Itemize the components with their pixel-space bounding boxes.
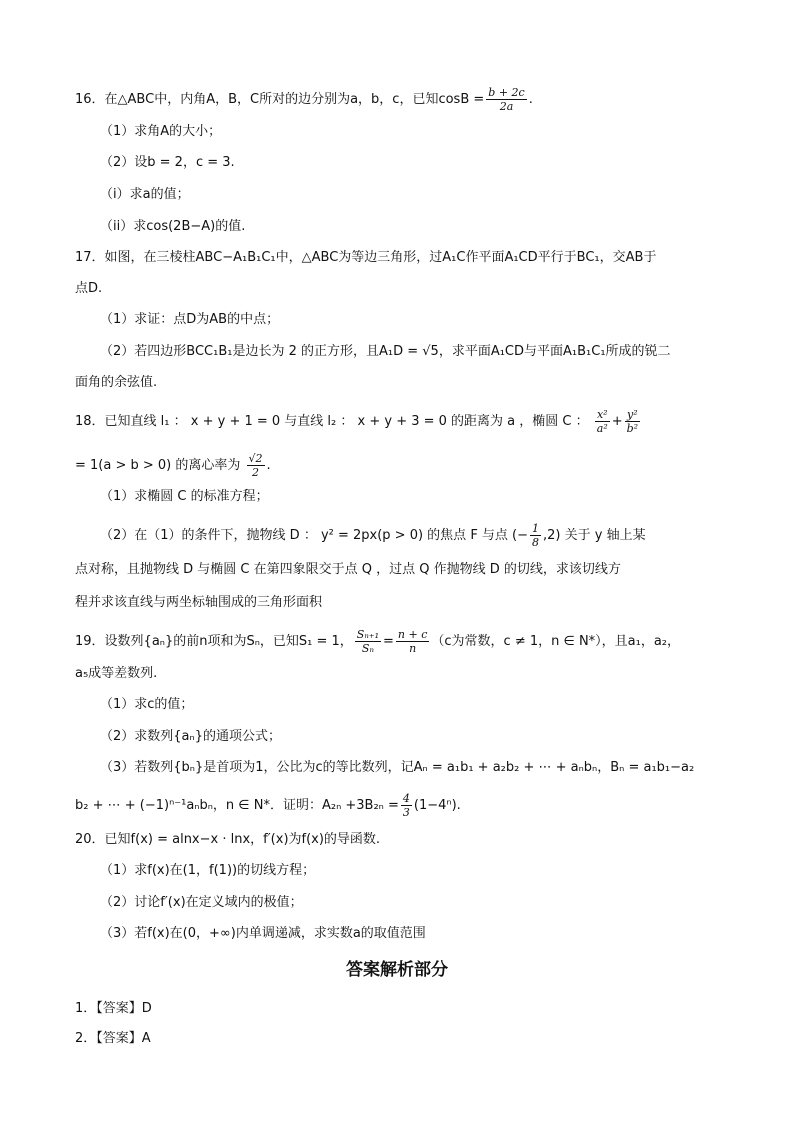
fraction-y2-b2: $\frac{\text{y²}}{\text{b²}}$ — [626, 408, 639, 435]
answer-item: 2．【答案】A — [75, 1031, 151, 1046]
problem-17-stem-line2: 点D. — [75, 281, 103, 296]
problem-20-q3: （3）若f(x)在(0，+∞)内单调递减，求实数a的取值范围 — [100, 926, 426, 941]
problem-18-stem-line1: 18．已知直线 l₁ ： x + y + 1 = 0 与直线 l₂ ： x + y + 3 = 0 的距离为 a ，椭圆 C ： $\frac{\text{x²}}{\text{a²}}$ + $\frac{\text{y²}}{\text{b²}}$ — [75, 408, 639, 435]
fraction-x2-a2: $\frac{\text{x²}}{\text{a²}}$ — [596, 408, 608, 435]
answer-item: 1．【答案】D — [75, 1001, 152, 1016]
problem-18-q2-line3: 程并求该直线与两坐标轴围成的三角形面积 — [75, 595, 323, 610]
problem-16-stem: 16．在△ABC中，内角A，B，C所对的边分别为a，b，c，已知cosB = $\frac{b + 2c}{2a}$ . — [75, 86, 533, 113]
problem-19-q1: （1）求c的值； — [100, 697, 194, 712]
problem-19-q2: （2）求数列{aₙ}的通项公式； — [100, 729, 281, 744]
problem-18-stem-line2: = 1(a > b > 0) 的离心率为 $\frac{√2}{2}$ . — [75, 452, 271, 479]
fraction-sn-ratio: $\frac{\text{Sₙ₊₁}}{\text{Sₙ}}$ — [356, 628, 380, 655]
problem-17-q2-line1: （2）若四边形BCC₁B₁是边长为 2 的正方形，且A₁D = √5，求平面A₁CD与平面A₁B₁C₁所成的锐二 — [100, 344, 671, 359]
problem-17-q2-line2: 面角的余弦值. — [75, 375, 158, 390]
problem-17-stem-line1: 17．如图，在三棱柱ABC−A₁B₁C₁中，△ABC为等边三角形，过A₁C作平面A₁CD平行于BC₁，交AB于 — [75, 250, 657, 265]
answers-heading: 答案解析部分 — [346, 960, 448, 980]
problem-20-q2: （2）讨论f′(x)在定义域内的极值； — [100, 895, 303, 910]
problem-20-stem: 20．已知f(x) = alnx−x · lnx，f′(x)为f(x)的导函数. — [75, 832, 381, 847]
problem-18-q1: （1）求椭圆 C 的标准方程； — [100, 489, 269, 504]
fraction-n-plus-c: $\frac{n + c}{n}$ — [397, 628, 428, 655]
problem-17-q1: （1）求证：点D为AB的中点； — [100, 312, 280, 327]
problem-19-q3-line1: （3）若数列{bₙ}是首项为1，公比为c的等比数列，记Aₙ = a₁b₁ + a₂b₂ + ⋯ + aₙbₙ，Bₙ = a₁b₁−a₂ — [100, 760, 695, 775]
problem-18-q2-line1: （2）在（1）的条件下，抛物线 D ： y² = 2px(p > 0) 的焦点 F 与点 (− $\frac{1}{8}$ ,2) 关于 y 轴上某 — [100, 522, 646, 549]
problem-16-q2i: （i）求a的值； — [100, 187, 190, 202]
problem-19-stem-line1: 19．设数列{aₙ}的前n项和为Sₙ，已知S₁ = 1， $\frac{\text{Sₙ₊₁}}{\text{Sₙ}}$ = $\frac{n + c}{n}$ （c为常数，c ≠ 1，n ∈ N*），且a₁，a₂， — [75, 628, 681, 655]
problem-16-q2: （2）设b = 2，c = 3. — [100, 155, 235, 170]
problem-16-q2ii: （ii）求cos(2B−A)的值. — [100, 219, 246, 234]
fraction-eccentricity: $\frac{√2}{2}$ — [248, 452, 263, 479]
problem-19-q3-line2: b₂ + ⋯ + (−1)ⁿ⁻¹aₙbₙ，n ∈ N*．证明：A₂ₙ +3B₂ₙ = $\frac{4}{3}$ (1−4ⁿ). — [75, 792, 461, 819]
fraction-one-eighth: $\frac{1}{8}$ — [532, 522, 540, 549]
problem-18-q2-line2: 点对称，且抛物线 D 与椭圆 C 在第四象限交于点 Q ，过点 Q 作抛物线 D 的切线，求该切线方 — [75, 562, 621, 577]
fraction-four-thirds: $\frac{4}{3}$ — [402, 792, 410, 819]
problem-16-q1: （1）求角A的大小； — [100, 124, 222, 139]
problem-19-stem-line2: a₅成等差数列. — [75, 666, 158, 681]
problem-20-q1: （1）求f(x)在(1，f(1))的切线方程； — [100, 863, 316, 878]
fraction-cosB: $\frac{b + 2c}{2a}$ — [488, 86, 525, 113]
